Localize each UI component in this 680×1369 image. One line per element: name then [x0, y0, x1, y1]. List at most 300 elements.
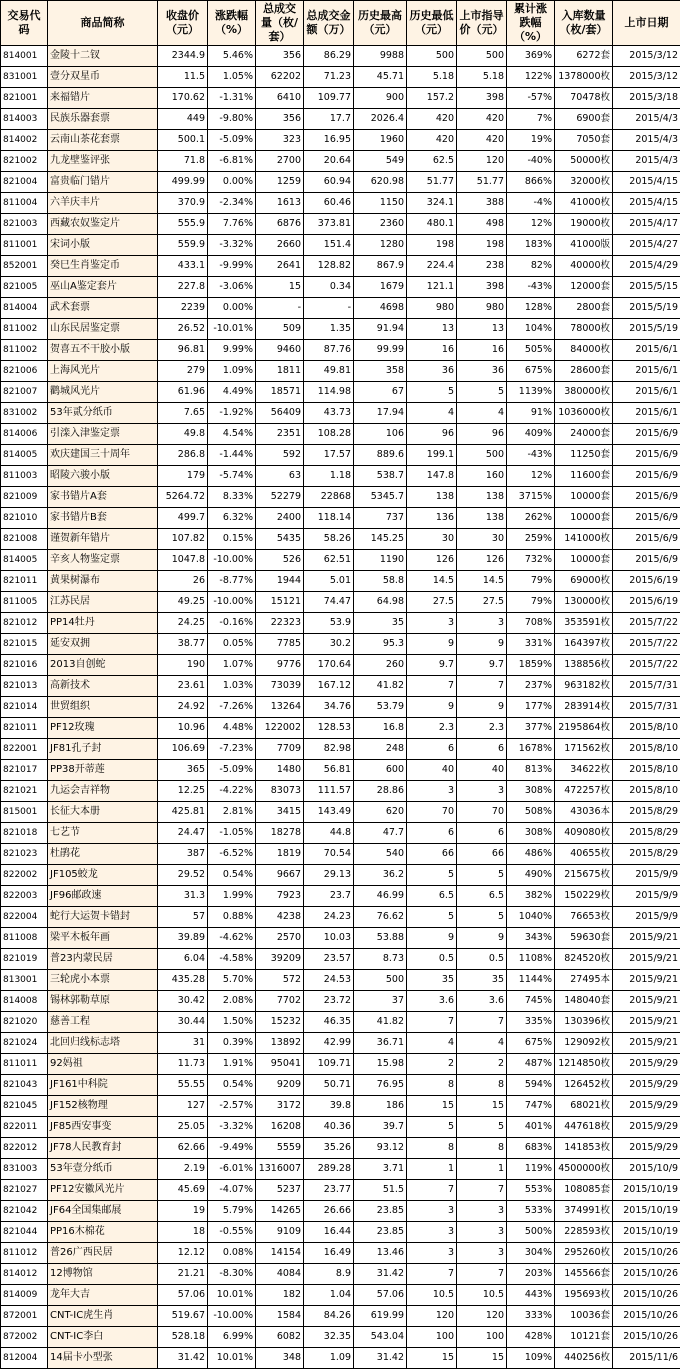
table-row: [1, 844, 680, 865]
table-row: [1, 928, 680, 949]
cell-code: 821001: [1, 88, 48, 109]
cell-stock-qty: 50000枚: [555, 151, 613, 172]
table-row: [1, 550, 680, 571]
cell-volume: 15: [256, 277, 304, 298]
cell-close-price: 190: [158, 655, 208, 676]
cell-change-pct: -1.31%: [208, 88, 256, 109]
cell-code: 821042: [1, 1201, 48, 1222]
cell-list-date: 2015/9/21: [613, 949, 680, 970]
cell-high: 95.3: [354, 634, 407, 655]
table-row: [1, 214, 680, 235]
table-row: [1, 1159, 680, 1180]
cell-close-price: 24.25: [158, 613, 208, 634]
cell-name: 慈善工程: [48, 1012, 158, 1033]
cell-name: 世贸组织: [48, 697, 158, 718]
cell-code: 811002: [1, 340, 48, 361]
cell-name: 92妈祖: [48, 1054, 158, 1075]
table-row: [1, 340, 680, 361]
cell-change-pct: -7.23%: [208, 739, 256, 760]
cell-volume: 62202: [256, 67, 304, 88]
cell-name: 辛亥人物鉴定票: [48, 550, 158, 571]
cell-amount: 109.77: [304, 88, 354, 109]
cell-change-pct: -10.00%: [208, 592, 256, 613]
cell-change-pct: 8.33%: [208, 487, 256, 508]
cell-low: 420: [407, 109, 457, 130]
cell-code: 872002: [1, 1327, 48, 1348]
cell-cumulative-change: 308%: [507, 823, 555, 844]
cell-list-date: 2015/9/9: [613, 907, 680, 928]
cell-cumulative-change: 183%: [507, 235, 555, 256]
cell-code: 831002: [1, 403, 48, 424]
cell-code: 831001: [1, 67, 48, 88]
cell-volume: 18571: [256, 382, 304, 403]
cell-cumulative-change: 109%: [507, 1348, 555, 1369]
cell-code: 821008: [1, 529, 48, 550]
cell-list-date: 2015/6/1: [613, 403, 680, 424]
cell-name: JF85西安事变: [48, 1117, 158, 1138]
cell-guide-price: 7: [457, 1012, 507, 1033]
cell-cumulative-change: 745%: [507, 991, 555, 1012]
cell-volume: 6876: [256, 214, 304, 235]
cell-guide-price: 36: [457, 361, 507, 382]
cell-change-pct: 2.08%: [208, 991, 256, 1012]
cell-amount: 23.77: [304, 1180, 354, 1201]
cell-code: 821021: [1, 781, 48, 802]
cell-stock-qty: 10036套: [555, 1306, 613, 1327]
cell-close-price: 61.96: [158, 382, 208, 403]
cell-close-price: 5264.72: [158, 487, 208, 508]
cell-code: 822002: [1, 865, 48, 886]
table-row: [1, 697, 680, 718]
cell-close-price: 31.42: [158, 1348, 208, 1369]
cell-name: 壹分双星币: [48, 67, 158, 88]
cell-low: 480.1: [407, 214, 457, 235]
cell-change-pct: -4.07%: [208, 1180, 256, 1201]
header-row: [1, 1, 680, 46]
cell-low: 51.77: [407, 172, 457, 193]
cell-high: 41.82: [354, 1012, 407, 1033]
cell-change-pct: 0.08%: [208, 1243, 256, 1264]
cell-low: 147.8: [407, 466, 457, 487]
cell-name: 六羊庆丰片: [48, 193, 158, 214]
cell-low: 1: [407, 1159, 457, 1180]
cell-code: 822012: [1, 1138, 48, 1159]
cell-guide-price: 16: [457, 340, 507, 361]
cell-high: 57.06: [354, 1285, 407, 1306]
cell-name: JF78人民教育封: [48, 1138, 158, 1159]
cell-close-price: 7.65: [158, 403, 208, 424]
cell-close-price: 370.9: [158, 193, 208, 214]
cell-guide-price: 980: [457, 298, 507, 319]
cell-change-pct: 1.91%: [208, 1054, 256, 1075]
cell-volume: 4238: [256, 907, 304, 928]
table-row: [1, 823, 680, 844]
cell-name: 九运会吉祥物: [48, 781, 158, 802]
cell-volume: 182: [256, 1285, 304, 1306]
table-row: [1, 949, 680, 970]
cell-amount: 86.29: [304, 46, 354, 67]
cell-change-pct: 0.39%: [208, 1033, 256, 1054]
cell-low: 126: [407, 550, 457, 571]
cell-stock-qty: 353591枚: [555, 613, 613, 634]
cell-name: 云南山茶花套票: [48, 130, 158, 151]
cell-close-price: 23.61: [158, 676, 208, 697]
cell-stock-qty: 141000枚: [555, 529, 613, 550]
cell-low: 5: [407, 382, 457, 403]
cell-low: 7: [407, 1180, 457, 1201]
header-stock-qty: 入库数量（枚/套）: [555, 1, 613, 46]
cell-code: 814002: [1, 130, 48, 151]
cell-change-pct: -2.34%: [208, 193, 256, 214]
table-row: [1, 466, 680, 487]
table-row: [1, 613, 680, 634]
cell-close-price: 45.69: [158, 1180, 208, 1201]
cell-low: 96: [407, 424, 457, 445]
table-row: [1, 1117, 680, 1138]
cell-volume: 1613: [256, 193, 304, 214]
cell-list-date: 2015/5/19: [613, 319, 680, 340]
cell-list-date: 2015/6/9: [613, 466, 680, 487]
cell-stock-qty: 295260枚: [555, 1243, 613, 1264]
cell-high: 620.98: [354, 172, 407, 193]
cell-stock-qty: 215675枚: [555, 865, 613, 886]
cell-change-pct: -9.49%: [208, 1138, 256, 1159]
table-row: [1, 1264, 680, 1285]
cell-cumulative-change: 505%: [507, 340, 555, 361]
cell-name: 来福错片: [48, 88, 158, 109]
cell-high: 145.25: [354, 529, 407, 550]
cell-change-pct: 10.01%: [208, 1285, 256, 1306]
cell-name: PF12安徽风光片: [48, 1180, 158, 1201]
cell-name: 江苏民居: [48, 592, 158, 613]
cell-change-pct: 5.70%: [208, 970, 256, 991]
cell-name: 癸巳生肖鉴定币: [48, 256, 158, 277]
cell-list-date: 2015/10/9: [613, 1159, 680, 1180]
cell-high: 358: [354, 361, 407, 382]
cell-stock-qty: 43036本: [555, 802, 613, 823]
cell-list-date: 2015/10/19: [613, 1201, 680, 1222]
cell-amount: 1.09: [304, 1348, 354, 1369]
cell-close-price: 55.55: [158, 1075, 208, 1096]
cell-guide-price: 8: [457, 1138, 507, 1159]
cell-list-date: 2015/6/1: [613, 340, 680, 361]
cell-volume: 73039: [256, 676, 304, 697]
cell-low: 9: [407, 928, 457, 949]
cell-change-pct: 0.05%: [208, 634, 256, 655]
cell-guide-price: 120: [457, 151, 507, 172]
cell-change-pct: 1.05%: [208, 67, 256, 88]
cell-stock-qty: 24000套: [555, 424, 613, 445]
cell-name: 北回归线标志塔: [48, 1033, 158, 1054]
cell-low: 420: [407, 130, 457, 151]
cell-list-date: 2015/4/29: [613, 256, 680, 277]
header-guide-price: 上市指导价（元）: [457, 1, 507, 46]
cell-amount: 128.53: [304, 718, 354, 739]
cell-guide-price: 3.6: [457, 991, 507, 1012]
table-row: [1, 319, 680, 340]
cell-amount: 128.82: [304, 256, 354, 277]
cell-amount: 49.81: [304, 361, 354, 382]
cell-name: 12博物馆: [48, 1264, 158, 1285]
cell-close-price: 30.42: [158, 991, 208, 1012]
cell-change-pct: -10.00%: [208, 1306, 256, 1327]
cell-list-date: 2015/9/29: [613, 1054, 680, 1075]
cell-cumulative-change: 262%: [507, 508, 555, 529]
header-low: 历史最低（元）: [407, 1, 457, 46]
cell-change-pct: -3.32%: [208, 1117, 256, 1138]
cell-stock-qty: 145566套: [555, 1264, 613, 1285]
cell-close-price: 2239: [158, 298, 208, 319]
cell-guide-price: 30: [457, 529, 507, 550]
cell-volume: 2351: [256, 424, 304, 445]
cell-code: 821044: [1, 1222, 48, 1243]
cell-change-pct: -5.09%: [208, 760, 256, 781]
cell-list-date: 2015/9/29: [613, 1138, 680, 1159]
cell-volume: 7702: [256, 991, 304, 1012]
table-row: [1, 739, 680, 760]
cell-cumulative-change: 177%: [507, 697, 555, 718]
cell-cumulative-change: 128%: [507, 298, 555, 319]
cell-volume: 2641: [256, 256, 304, 277]
cell-low: 3: [407, 1201, 457, 1222]
header-volume: 总成交量（枚/套）: [256, 1, 304, 46]
cell-close-price: 10.96: [158, 718, 208, 739]
cell-low: 138: [407, 487, 457, 508]
cell-stock-qty: 41000枚: [555, 193, 613, 214]
cell-stock-qty: 11250套: [555, 445, 613, 466]
cell-cumulative-change: 82%: [507, 256, 555, 277]
cell-high: 260: [354, 655, 407, 676]
cell-name: 普23内蒙民居: [48, 949, 158, 970]
cell-code: 821016: [1, 655, 48, 676]
cell-high: 867.9: [354, 256, 407, 277]
cell-close-price: 18: [158, 1222, 208, 1243]
cell-volume: 56409: [256, 403, 304, 424]
cell-guide-price: 160: [457, 466, 507, 487]
cell-code: 811005: [1, 592, 48, 613]
cell-volume: 4084: [256, 1264, 304, 1285]
cell-low: 9: [407, 634, 457, 655]
table-row: [1, 1201, 680, 1222]
cell-volume: 2570: [256, 928, 304, 949]
cell-name: 七艺节: [48, 823, 158, 844]
cell-close-price: 127: [158, 1096, 208, 1117]
cell-guide-price: 5.18: [457, 67, 507, 88]
cell-list-date: 2015/9/21: [613, 1033, 680, 1054]
cell-list-date: 2015/8/10: [613, 739, 680, 760]
cell-code: 814001: [1, 46, 48, 67]
cell-change-pct: 0.00%: [208, 298, 256, 319]
cell-low: 6: [407, 739, 457, 760]
cell-volume: 1259: [256, 172, 304, 193]
cell-stock-qty: 6272套: [555, 46, 613, 67]
cell-low: 30: [407, 529, 457, 550]
cell-guide-price: 138: [457, 508, 507, 529]
table-row: [1, 529, 680, 550]
cell-change-pct: -1.05%: [208, 823, 256, 844]
cell-high: 31.42: [354, 1348, 407, 1369]
cell-change-pct: -5.09%: [208, 130, 256, 151]
cell-list-date: 2015/6/1: [613, 382, 680, 403]
cell-amount: 118.14: [304, 508, 354, 529]
cell-volume: 1944: [256, 571, 304, 592]
cell-name: 梁平木板年画: [48, 928, 158, 949]
cell-close-price: 387: [158, 844, 208, 865]
cell-low: 157.2: [407, 88, 457, 109]
table-row: [1, 1138, 680, 1159]
cell-low: 7: [407, 1012, 457, 1033]
cell-high: 53.79: [354, 697, 407, 718]
cell-cumulative-change: -43%: [507, 445, 555, 466]
cell-volume: 9460: [256, 340, 304, 361]
cell-code: 812004: [1, 1348, 48, 1369]
cell-amount: 50.71: [304, 1075, 354, 1096]
cell-stock-qty: 70478枚: [555, 88, 613, 109]
cell-low: 62.5: [407, 151, 457, 172]
cell-close-price: 555.9: [158, 214, 208, 235]
cell-amount: 24.53: [304, 970, 354, 991]
cell-volume: 14154: [256, 1243, 304, 1264]
cell-change-pct: -4.22%: [208, 781, 256, 802]
cell-close-price: 19: [158, 1201, 208, 1222]
cell-guide-price: 10.5: [457, 1285, 507, 1306]
cell-stock-qty: 824520枚: [555, 949, 613, 970]
cell-volume: 7785: [256, 634, 304, 655]
table-row: [1, 718, 680, 739]
cell-high: 67: [354, 382, 407, 403]
cell-low: 5: [407, 907, 457, 928]
cell-cumulative-change: 333%: [507, 1306, 555, 1327]
cell-code: 821024: [1, 1033, 48, 1054]
cell-amount: 74.47: [304, 592, 354, 613]
cell-list-date: 2015/6/1: [613, 361, 680, 382]
cell-code: 814005: [1, 550, 48, 571]
cell-stock-qty: 28600套: [555, 361, 613, 382]
cell-volume: 13892: [256, 1033, 304, 1054]
cell-close-price: 26.52: [158, 319, 208, 340]
cell-amount: 84.26: [304, 1306, 354, 1327]
cell-close-price: 12.25: [158, 781, 208, 802]
cell-volume: 9667: [256, 865, 304, 886]
cell-cumulative-change: 335%: [507, 1012, 555, 1033]
cell-high: 248: [354, 739, 407, 760]
cell-guide-price: 4: [457, 403, 507, 424]
cell-volume: 1480: [256, 760, 304, 781]
cell-high: 36.71: [354, 1033, 407, 1054]
cell-low: 136: [407, 508, 457, 529]
cell-code: 821005: [1, 277, 48, 298]
cell-cumulative-change: 259%: [507, 529, 555, 550]
cell-high: 900: [354, 88, 407, 109]
cell-cumulative-change: 594%: [507, 1075, 555, 1096]
cell-amount: 62.51: [304, 550, 354, 571]
cell-code: 821002: [1, 151, 48, 172]
cell-guide-price: 5: [457, 1117, 507, 1138]
cell-name: 巫山A鉴定套片: [48, 277, 158, 298]
cell-stock-qty: 40000枚: [555, 256, 613, 277]
cell-amount: 0.34: [304, 277, 354, 298]
cell-close-price: 31: [158, 1033, 208, 1054]
cell-cumulative-change: 708%: [507, 613, 555, 634]
cell-close-price: 31.3: [158, 886, 208, 907]
table-row: [1, 445, 680, 466]
cell-cumulative-change: 304%: [507, 1243, 555, 1264]
cell-high: 36.2: [354, 865, 407, 886]
cell-volume: 7923: [256, 886, 304, 907]
cell-high: 76.62: [354, 907, 407, 928]
cell-name: PF12玫瑰: [48, 718, 158, 739]
cell-amount: 373.81: [304, 214, 354, 235]
cell-code: 821012: [1, 613, 48, 634]
cell-change-pct: 1.50%: [208, 1012, 256, 1033]
cell-guide-price: 14.5: [457, 571, 507, 592]
cell-guide-price: 7: [457, 1264, 507, 1285]
header-close-price: 收盘价（元）: [158, 1, 208, 46]
cell-guide-price: 15: [457, 1096, 507, 1117]
cell-cumulative-change: 382%: [507, 886, 555, 907]
cell-amount: 111.57: [304, 781, 354, 802]
cell-name: 长征大本册: [48, 802, 158, 823]
cell-code: 821015: [1, 634, 48, 655]
cell-list-date: 2015/10/19: [613, 1222, 680, 1243]
cell-close-price: 559.9: [158, 235, 208, 256]
cell-volume: 9109: [256, 1222, 304, 1243]
cell-stock-qty: 10000套: [555, 550, 613, 571]
cell-code: 821019: [1, 949, 48, 970]
cell-close-price: 57: [158, 907, 208, 928]
cell-code: 811002: [1, 319, 48, 340]
cell-guide-price: 198: [457, 235, 507, 256]
cell-amount: 87.76: [304, 340, 354, 361]
cell-name: CNT-IC李白: [48, 1327, 158, 1348]
cell-high: 37: [354, 991, 407, 1012]
cell-amount: 82.98: [304, 739, 354, 760]
cell-amount: 39.8: [304, 1096, 354, 1117]
cell-close-price: 11.5: [158, 67, 208, 88]
cell-list-date: 2015/10/26: [613, 1285, 680, 1306]
cell-amount: 22868: [304, 487, 354, 508]
cell-amount: 23.72: [304, 991, 354, 1012]
cell-name: 家书错片B套: [48, 508, 158, 529]
cell-close-price: 500.1: [158, 130, 208, 151]
cell-stock-qty: 41000版: [555, 235, 613, 256]
cell-close-price: 62.66: [158, 1138, 208, 1159]
cell-amount: 16.95: [304, 130, 354, 151]
cell-guide-price: 7: [457, 676, 507, 697]
cell-cumulative-change: 91%: [507, 403, 555, 424]
table-row: [1, 1075, 680, 1096]
cell-code: 811011: [1, 1054, 48, 1075]
cell-volume: 15121: [256, 592, 304, 613]
cell-code: 811001: [1, 235, 48, 256]
cell-guide-price: 398: [457, 277, 507, 298]
table-row: [1, 382, 680, 403]
cell-change-pct: 4.49%: [208, 382, 256, 403]
cell-close-price: 11.73: [158, 1054, 208, 1075]
table-row: [1, 760, 680, 781]
cell-code: 815001: [1, 802, 48, 823]
cell-change-pct: 1.07%: [208, 655, 256, 676]
cell-guide-price: 51.77: [457, 172, 507, 193]
cell-stock-qty: 76653枚: [555, 907, 613, 928]
table-row: [1, 130, 680, 151]
table-row: [1, 172, 680, 193]
cell-high: 45.71: [354, 67, 407, 88]
cell-list-date: 2015/8/29: [613, 823, 680, 844]
cell-code: 821003: [1, 214, 48, 235]
cell-change-pct: -3.32%: [208, 235, 256, 256]
cell-amount: 16.44: [304, 1222, 354, 1243]
